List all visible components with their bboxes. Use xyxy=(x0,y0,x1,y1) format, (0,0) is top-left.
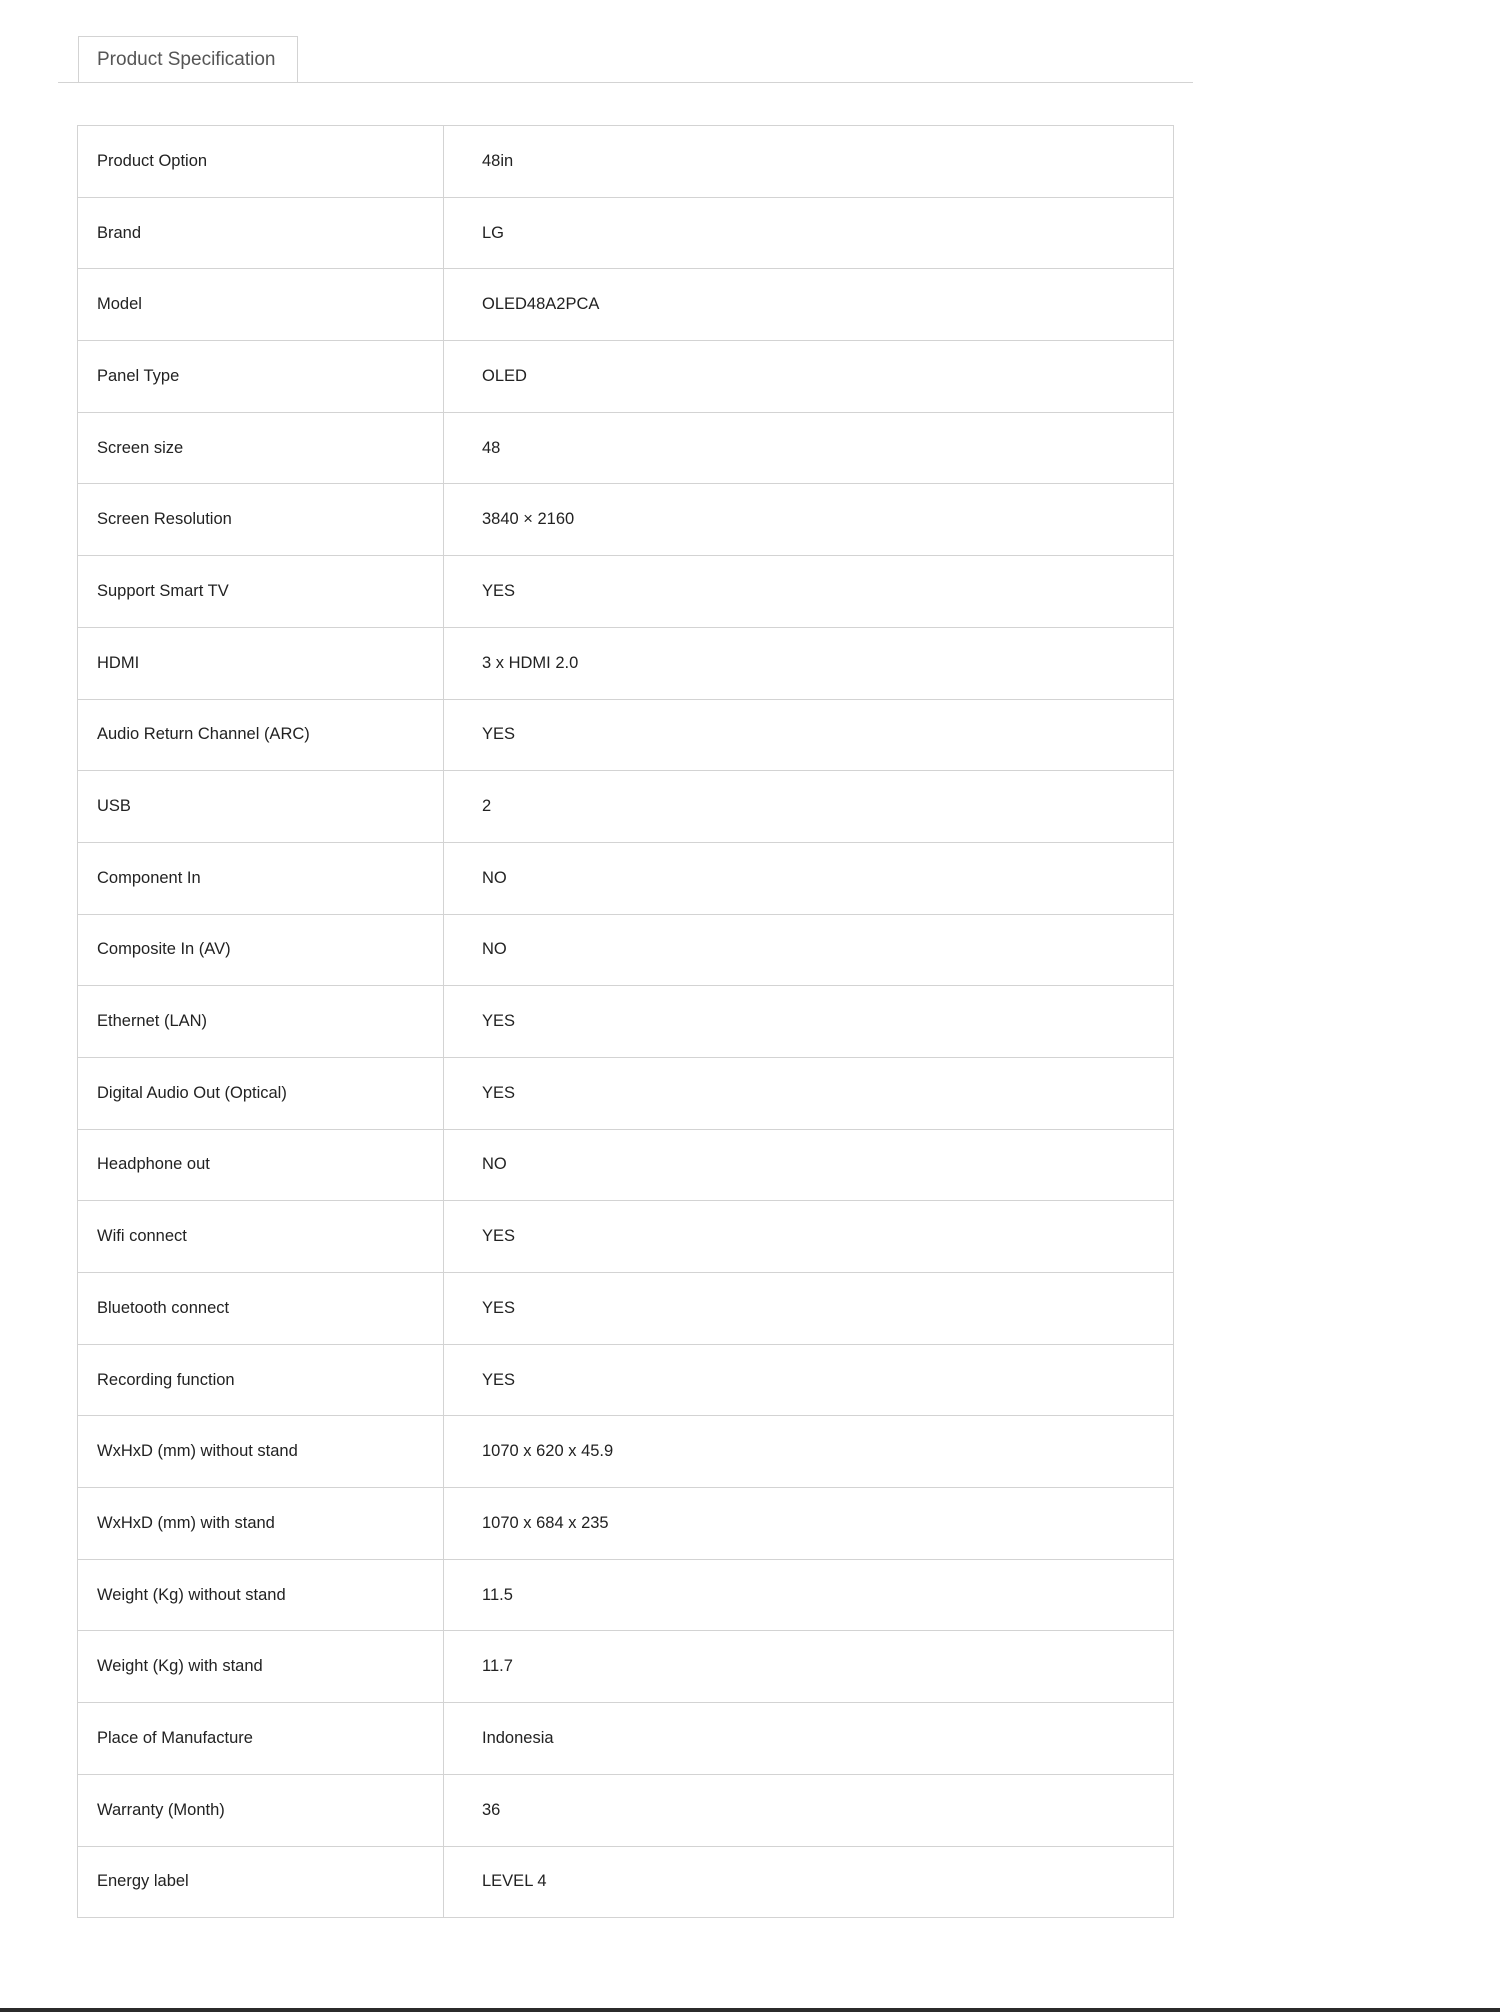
spec-row xyxy=(78,914,1174,986)
spec-value: YES xyxy=(444,1057,1174,1129)
spec-label: Wifi connect xyxy=(78,1201,444,1273)
spec-row xyxy=(78,1057,1174,1129)
spec-value: 48 xyxy=(444,412,1174,484)
spec-label: Screen Resolution xyxy=(78,484,444,556)
spec-row xyxy=(78,412,1174,484)
spec-row xyxy=(78,842,1174,914)
spec-label: Panel Type xyxy=(78,341,444,413)
spec-value: OLED xyxy=(444,341,1174,413)
spec-value: YES xyxy=(444,986,1174,1058)
spec-row xyxy=(78,556,1174,628)
spec-row xyxy=(78,699,1174,771)
spec-value: LG xyxy=(444,197,1174,269)
spec-row xyxy=(78,986,1174,1058)
spec-label: Recording function xyxy=(78,1344,444,1416)
spec-label: Support Smart TV xyxy=(78,556,444,628)
spec-row xyxy=(78,1488,1174,1560)
spec-label: Audio Return Channel (ARC) xyxy=(78,699,444,771)
spec-row xyxy=(78,269,1174,341)
spec-value: 1070 x 620 x 45.9 xyxy=(444,1416,1174,1488)
spec-row xyxy=(78,627,1174,699)
spec-row xyxy=(78,1703,1174,1775)
spec-value: YES xyxy=(444,1344,1174,1416)
spec-label: Product Option xyxy=(78,126,444,198)
spec-label: Model xyxy=(78,269,444,341)
spec-label: Weight (Kg) with stand xyxy=(78,1631,444,1703)
spec-value: 2 xyxy=(444,771,1174,843)
tab-bar xyxy=(58,36,1193,83)
spec-value: 48in xyxy=(444,126,1174,198)
spec-value: YES xyxy=(444,556,1174,628)
spec-row xyxy=(78,1846,1174,1918)
spec-row xyxy=(78,1416,1174,1488)
spec-row xyxy=(78,1273,1174,1345)
spec-table xyxy=(77,125,1174,1918)
spec-label: USB xyxy=(78,771,444,843)
spec-label: Bluetooth connect xyxy=(78,1273,444,1345)
spec-label: Energy label xyxy=(78,1846,444,1918)
spec-value: 3840 × 2160 xyxy=(444,484,1174,556)
spec-value: 11.5 xyxy=(444,1559,1174,1631)
spec-value: LEVEL 4 xyxy=(444,1846,1174,1918)
spec-row xyxy=(78,126,1174,198)
spec-row xyxy=(78,1344,1174,1416)
spec-value: NO xyxy=(444,1129,1174,1201)
spec-label: Digital Audio Out (Optical) xyxy=(78,1057,444,1129)
spec-label: HDMI xyxy=(78,627,444,699)
spec-row xyxy=(78,484,1174,556)
spec-label: Place of Manufacture xyxy=(78,1703,444,1775)
spec-label: Ethernet (LAN) xyxy=(78,986,444,1058)
spec-value: YES xyxy=(444,1273,1174,1345)
spec-value: 36 xyxy=(444,1774,1174,1846)
footer-divider xyxy=(0,2008,1500,2012)
tab-product-specification[interactable]: Product Specification xyxy=(78,36,298,82)
spec-value: YES xyxy=(444,1201,1174,1273)
spec-value: NO xyxy=(444,914,1174,986)
spec-row xyxy=(78,1201,1174,1273)
spec-row xyxy=(78,1129,1174,1201)
spec-label: Weight (Kg) without stand xyxy=(78,1559,444,1631)
spec-value: YES xyxy=(444,699,1174,771)
spec-label: Component In xyxy=(78,842,444,914)
spec-label: Headphone out xyxy=(78,1129,444,1201)
spec-value: 3 x HDMI 2.0 xyxy=(444,627,1174,699)
spec-value: NO xyxy=(444,842,1174,914)
spec-value: Indonesia xyxy=(444,1703,1174,1775)
spec-value: OLED48A2PCA xyxy=(444,269,1174,341)
spec-row xyxy=(78,771,1174,843)
spec-row xyxy=(78,1559,1174,1631)
spec-label: WxHxD (mm) with stand xyxy=(78,1488,444,1560)
spec-table-body xyxy=(78,126,1174,1918)
spec-label: Brand xyxy=(78,197,444,269)
spec-label: Composite In (AV) xyxy=(78,914,444,986)
spec-row xyxy=(78,1774,1174,1846)
spec-label: Warranty (Month) xyxy=(78,1774,444,1846)
spec-label: WxHxD (mm) without stand xyxy=(78,1416,444,1488)
spec-row xyxy=(78,341,1174,413)
spec-row xyxy=(78,197,1174,269)
spec-value: 1070 x 684 x 235 xyxy=(444,1488,1174,1560)
spec-label: Screen size xyxy=(78,412,444,484)
spec-row xyxy=(78,1631,1174,1703)
spec-value: 11.7 xyxy=(444,1631,1174,1703)
